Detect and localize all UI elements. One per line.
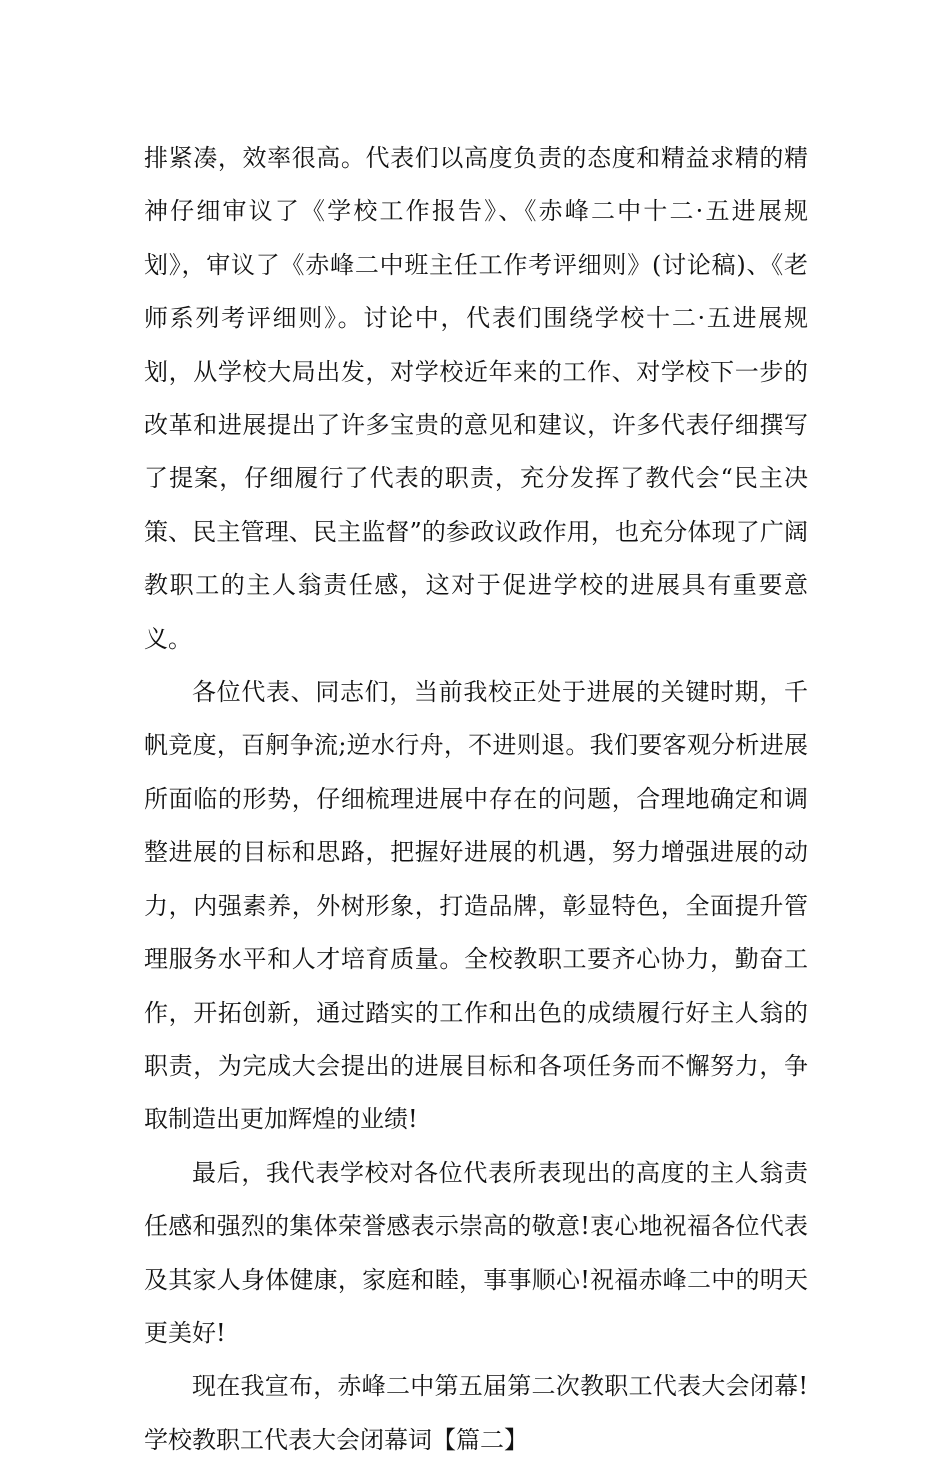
document-body: [144, 132, 808, 1467]
paragraph-closing-thanks: 最后，我代表学校对各位代表所表现出的高度的主人翁责任感和强烈的集体荣誉感表示崇高的敬意!衷心地祝福各位代表及其家人身体健康，家庭和睦，事事顺心!祝福赤峰二中的明天更美好!: [144, 1158, 808, 1347]
paragraph-continuation: 排紧凑，效率很高。代表们以高度负责的态度和精益求精的精神仔细审议了《学校工作报告》、《赤峰二中十二·五进展规划》，审议了《赤峰二中班主任工作考评细则》(讨论稿)、《老师系列考评细则》。讨论中，代表们围绕学校十二·五进展规划，从学校大局出发，对学校近年来的工作、对学校下一步的改革和进展提出了许多宝贵的意见和建议，许多代表仔细撰写了提案，仔细履行了代表的职责，充分发挥了教代会“民主决策、民主管理、民主监督”的参政议政作用，也充分体现了广阔教职工的主人翁责任感，这对于促进学校的进展具有重要意义。: [144, 144, 808, 653]
paragraph-current-situation: 各位代表、同志们，当前我校正处于进展的关键时期，千帆竞度，百舸争流;逆水行舟，不进则退。我们要客观分析进展所面临的形势，仔细梳理进展中存在的问题，合理地确定和调整进展的目标和思路，把握好进展的机遇，努力增强进展的动力，内强素养，外树形象，打造品牌，彰显特色，全面提升管理服务水平和人才培育质量。全校教职工要齐心协力，勤奋工作，开拓创新，通过踏实的工作和出色的成绩履行好主人翁的职责，为完成大会提出的进展目标和各项任务而不懈努力，争取制造出更加辉煌的业绩!: [144, 678, 808, 1134]
paragraph-closing-announcement: 现在我宣布，赤峰二中第五届第二次教职工代表大会闭幕!学校教职工代表大会闭幕词【篇二】: [144, 1372, 808, 1454]
